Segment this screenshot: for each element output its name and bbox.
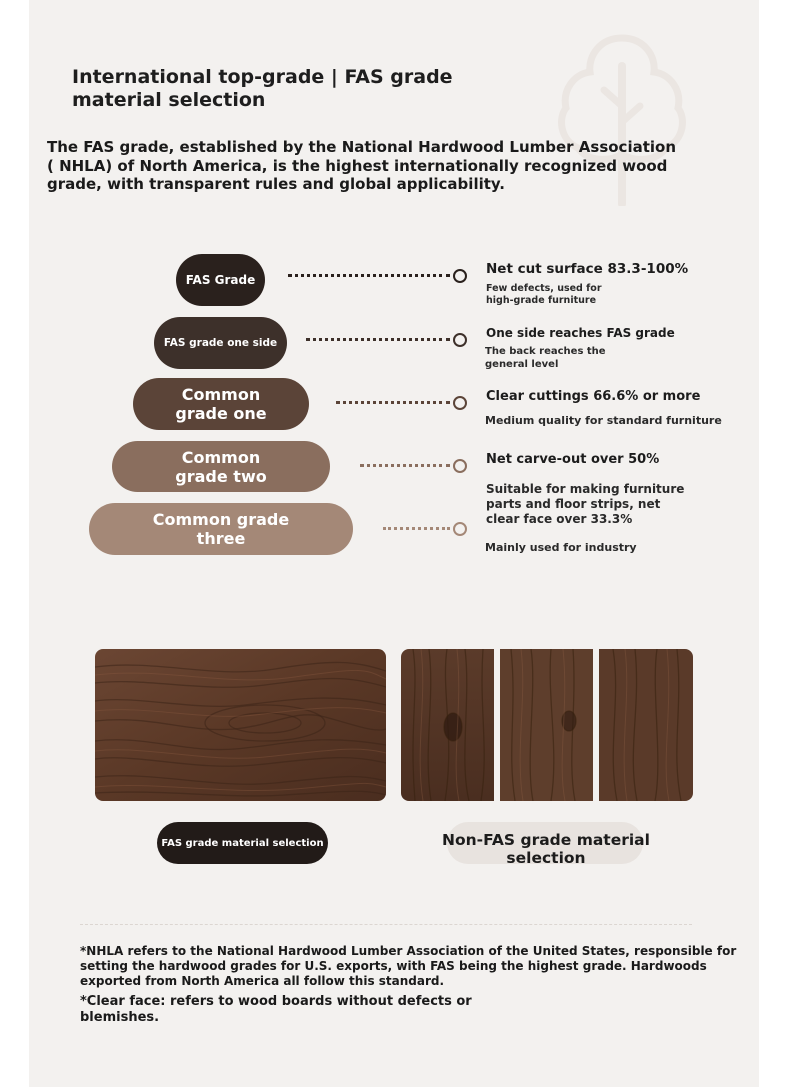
grade-pill-common-three: Common grade three xyxy=(89,503,353,555)
intro-paragraph: The FAS grade, established by the National Hardwood Lumber Association ( NHLA) of North America, is the highest internationally recognized wood grade, with transparent rules and global applicability. xyxy=(47,138,677,193)
bullet-ring xyxy=(453,269,467,283)
grade-title-fas: Net cut surface 83.3-100% xyxy=(486,261,689,277)
grade-pill-common-one: Common grade one xyxy=(133,378,309,430)
page-title: International top-grade | FAS grade material selection xyxy=(72,66,453,111)
non-fas-caption: Non-FAS grade material selection xyxy=(442,831,650,867)
fas-caption-badge: FAS grade material selection xyxy=(157,822,328,864)
bullet-ring xyxy=(453,333,467,347)
connector-dots xyxy=(383,527,450,530)
grade-title-common-two: Net carve-out over 50% xyxy=(486,452,660,467)
grade-pill-fas-one-side: FAS grade one side xyxy=(154,317,287,369)
connector-dots xyxy=(360,464,450,467)
grade-desc-common-three: Mainly used for industry xyxy=(485,541,637,554)
bullet-ring xyxy=(453,522,467,536)
connector-dots xyxy=(288,274,450,277)
grade-desc-common-two: Suitable for making furniture parts and floor strips, net clear face over 33.3% xyxy=(486,482,685,526)
footnote-nhla: *NHLA refers to the National Hardwood Lumber Association of the United States, responsible for setting the hardwood grades for U.S. exports, with FAS being the highest grade. Hardwoods exported from North America all follow this standard. xyxy=(80,944,737,988)
bullet-ring xyxy=(453,396,467,410)
footnote-clear-face: *Clear face: refers to wood boards without defects or blemishes. xyxy=(80,994,472,1025)
grade-title-common-one: Clear cuttings 66.6% or more xyxy=(486,389,701,404)
connector-dots xyxy=(306,338,450,341)
grade-desc-fas: Few defects, used for high-grade furniture xyxy=(486,283,602,306)
grade-pill-fas: FAS Grade xyxy=(176,254,265,306)
grade-desc-common-one: Medium quality for standard furniture xyxy=(485,414,722,427)
bullet-ring xyxy=(453,459,467,473)
grade-desc-fas-one-side: The back reaches the general level xyxy=(485,346,606,370)
connector-dots xyxy=(336,401,450,404)
divider xyxy=(80,924,692,925)
grade-pill-common-two: Common grade two xyxy=(112,441,330,492)
grade-title-fas-one-side: One side reaches FAS grade xyxy=(486,326,675,340)
non-fas-wood-image xyxy=(401,649,693,801)
fas-wood-image xyxy=(95,649,386,801)
